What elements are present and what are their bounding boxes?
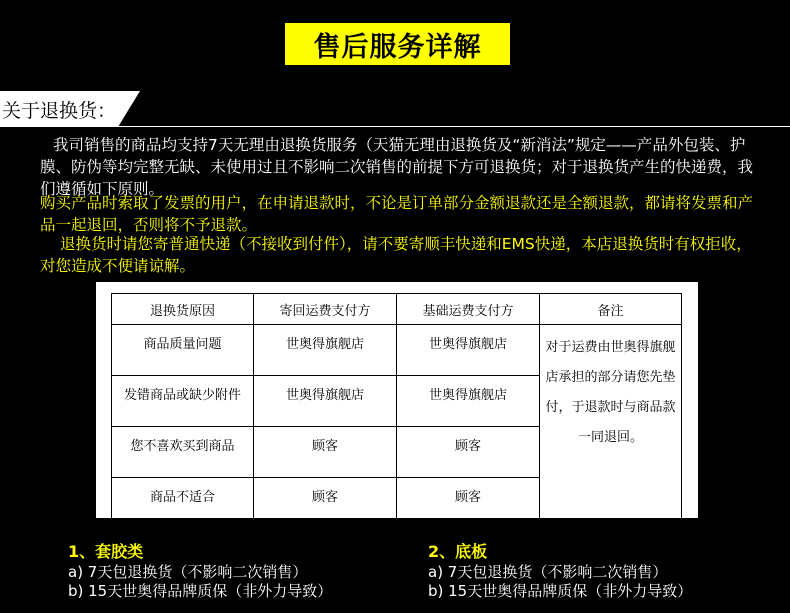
paragraph-shipping: 退换货时请您寄普通快递（不接收到付件），请不要寄顺丰快递和EMS快递，本店退换货时有权拒收，对您造成不便请谅解。 [40, 235, 752, 275]
warranty-rubber-heading: 1、套胶类 [68, 542, 144, 561]
warranty-rubber-item-a: a) 7天包退换货（不影响二次销售） [68, 563, 308, 581]
table-header-return-shipping: 寄回运费支付方 [254, 294, 397, 325]
paragraph-policy: 我司销售的商品均支持7天无理由退换货服务（天猫无理由退换货及“新消法”规定——产品外包装、护膜、防伪等均完整无缺、未使用过且不影响二次销售的前提下方可退换货；对于退换货产生的快递费，我们遵循如下原则。 [40, 136, 754, 198]
table-cell: 世奥得旗舰店 [397, 376, 540, 427]
table-cell: 顾客 [254, 427, 397, 478]
section-divider [0, 126, 790, 127]
table-header-base-shipping: 基础运费支付方 [397, 294, 540, 325]
table-cell: 顾客 [397, 427, 540, 478]
table-row [112, 325, 682, 376]
page-title: 售后服务详解 [285, 23, 510, 65]
section-tab [0, 91, 140, 127]
table-cell: 商品质量问题 [112, 325, 254, 376]
warranty-blade [428, 542, 692, 601]
table-cell: 商品不适合 [112, 478, 254, 529]
table-cell: 您不喜欢买到商品 [112, 427, 254, 478]
warranty-rubber [68, 542, 332, 601]
table-cell: 顾客 [397, 478, 540, 529]
warranty-rubber-item-b: b) 15天世奥得品牌质保（非外力导致） [68, 582, 333, 600]
warranty-blade-item-b: b) 15天世奥得品牌质保（非外力导致） [428, 582, 693, 600]
table-cell: 发错商品或缺少附件 [112, 376, 254, 427]
table-cell: 世奥得旗舰店 [254, 376, 397, 427]
table-header-row [112, 294, 682, 325]
paragraph-invoice: 购买产品时索取了发票的用户，在申请退款时，不论是订单部分金额退款还是全额退款，都请将发票和产品一起退回，否则将不予退款。 [40, 194, 754, 234]
warranty-blade-heading: 2、底板 [428, 542, 488, 561]
table-cell: 顾客 [254, 478, 397, 529]
table-header-reason: 退换货原因 [112, 294, 254, 325]
table-cell: 世奥得旗舰店 [397, 325, 540, 376]
table-header-note: 备注 [540, 294, 682, 325]
section-label: 关于退换货： [2, 100, 117, 122]
return-policy-table [111, 293, 682, 529]
table-note-cell: 对于运费由世奥得旗舰店承担的部分请您先垫付，于退款时与商品款一同退回。 [540, 325, 682, 529]
warranty-blade-item-a: a) 7天包退换货（不影响二次销售） [428, 563, 668, 581]
return-policy-table-panel [96, 282, 698, 518]
table-cell: 世奥得旗舰店 [254, 325, 397, 376]
